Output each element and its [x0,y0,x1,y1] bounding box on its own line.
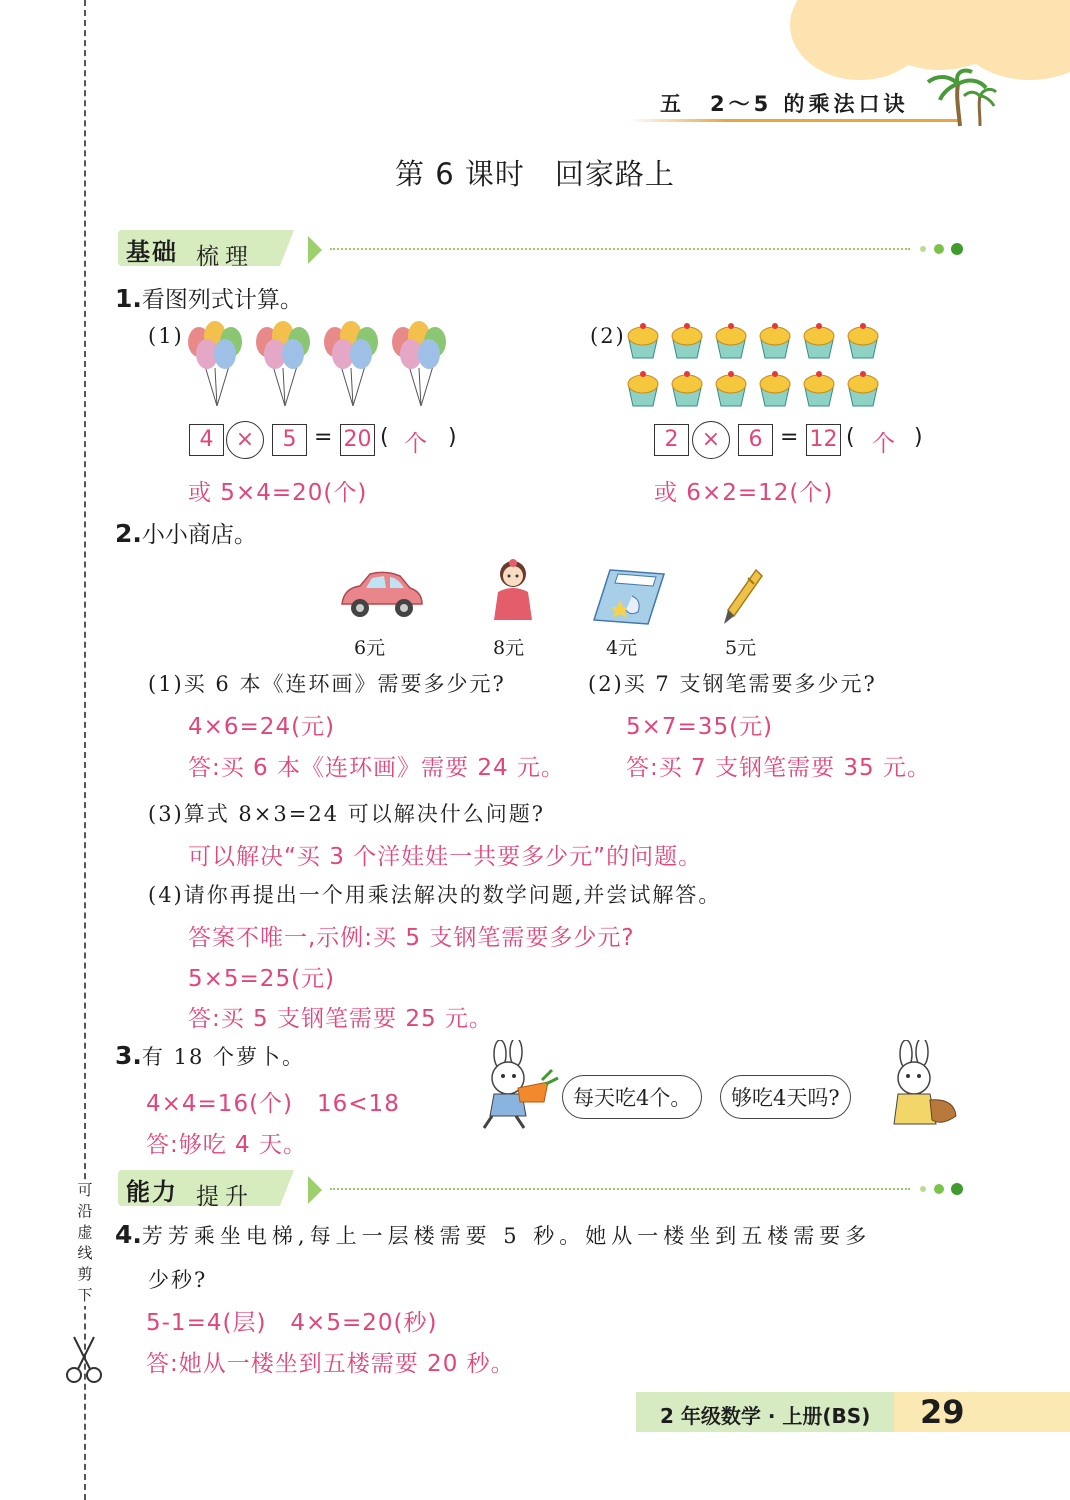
question-3 [115,1041,305,1071]
q3-answer: 答:够吃 4 天。 [146,1132,308,1158]
q2-part4-line3: 答:买 5 支钢笔需要 25 元。 [188,1006,493,1032]
paren: ( [380,425,389,450]
question-1 [115,281,303,314]
section-header-basics [118,230,958,272]
paren: ( [846,425,855,450]
question-number: 4. [115,1220,142,1249]
paren: ) [914,425,923,450]
dots-icon [913,242,973,256]
price-label: 5元 [725,637,757,659]
q2-part1-calc: 4×6=24(元) [188,714,336,740]
section-title-weak: 梳理 [196,244,254,270]
q2-part3-answer: 可以解决“买 3 个洋娃娃一共要多少元”的问题。 [188,844,703,870]
question-2 [115,516,257,549]
q2-part1-answer: 答:买 6 本《连环画》需要 24 元。 [188,755,565,781]
question-number: 2. [115,519,142,548]
question-4 [115,1220,871,1250]
chapter-rule [628,119,958,122]
scissors-icon [64,1335,104,1385]
q2-part1-question: (1)买 6 本《连环画》需要多少元? [148,672,506,696]
unit-answer: 个 [872,431,896,457]
section-header-ability [118,1170,958,1212]
speech-bubble: 够吃4天吗? [720,1075,851,1119]
cut-hint: 可 沿 虚 线 剪 下 [74,1180,96,1306]
q2-part4-line1: 答案不唯一,示例:买 5 支钢笔需要多少元? [188,925,635,951]
page-number: 29 [920,1393,965,1431]
answer-box: 4 [189,424,224,456]
q2-part4-question: (4)请你再提出一个用乘法解决的数学问题,并尝试解答。 [148,883,722,907]
section-title-strong: 基础 [126,238,178,266]
answer-box: 12 [806,424,841,456]
chapter-title: 五 2～5 的乘法口诀 [660,92,909,116]
comic-book-illustration [590,566,668,628]
question-text: 有 18 个萝卜。 [141,1045,305,1069]
rabbit-with-basket-illustration [872,1040,962,1132]
alt-answer: 或 5×4=20(个) [188,480,368,506]
dots-icon [913,1182,973,1196]
q1-part1-label: (1) [148,324,184,348]
operator-circle: × [692,421,730,459]
toy-car-illustration [336,566,426,626]
price-label: 8元 [493,637,525,659]
balloons-illustration [185,318,455,408]
question-text: 芳芳乘坐电梯,每上一层楼需要 5 秒。她从一楼坐到五楼需要多 [141,1224,872,1248]
q2-part2-answer: 答:买 7 支钢笔需要 35 元。 [626,755,931,781]
palm-tree-icon [920,66,1000,128]
paren: ) [448,425,457,450]
arrow-icon [308,236,322,264]
q3-calc: 4×4=16(个) 16<18 [146,1091,400,1117]
answer-box: 5 [272,424,307,456]
q4-calc: 5-1=4(层) 4×5=20(秒) [146,1310,438,1336]
lesson-title: 第 6 课时 回家路上 [395,157,675,191]
speech-bubble: 每天吃4个。 [562,1075,702,1119]
question-text: 看图列式计算。 [141,287,303,313]
q2-part2-question: (2)买 7 支钢笔需要多少元? [588,672,877,696]
doll-illustration [488,558,538,626]
cupcakes-illustration [625,320,895,410]
q4-answer: 答:她从一楼坐到五楼需要 20 秒。 [146,1351,515,1377]
question-number: 3. [115,1041,142,1070]
answer-box: 6 [738,424,773,456]
fountain-pen-illustration [718,566,768,628]
unit-answer: 个 [404,431,428,457]
alt-answer: 或 6×2=12(个) [654,480,834,506]
operator-circle: × [226,421,264,459]
price-label: 4元 [606,637,638,659]
answer-box: 2 [654,424,689,456]
arrow-icon [308,1176,322,1204]
price-label: 6元 [354,637,386,659]
book-title: 2 年级数学 · 上册(BS) [660,1404,871,1428]
rabbit-with-carrots-illustration [472,1040,562,1132]
question-text: 小小商店。 [141,522,257,548]
answer-box: 20 [340,424,375,456]
section-title-weak: 提升 [196,1184,254,1210]
question-text-continued: 少秒? [148,1268,208,1292]
q2-part2-calc: 5×7=35(元) [626,714,774,740]
equals-sign: = [314,425,333,450]
q2-part3-question: (3)算式 8×3=24 可以解决什么问题? [148,802,545,826]
dotted-rule [330,248,910,250]
section-title-strong: 能力 [126,1178,178,1206]
equals-sign: = [780,425,799,450]
q2-part4-line2: 5×5=25(元) [188,966,336,992]
dotted-rule [330,1188,910,1190]
q1-part2-label: (2) [590,324,626,348]
question-number: 1. [115,284,142,313]
